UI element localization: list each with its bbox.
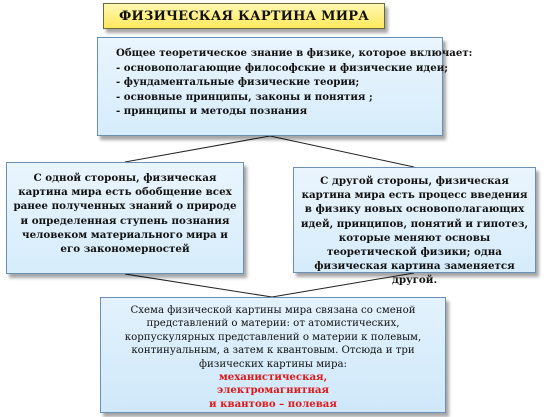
other-side-box (293, 167, 536, 287)
world-picture-item: механистическая, (218, 371, 328, 384)
diagram-title: ФИЗИЧЕСКАЯ КАРТИНА МИРА (103, 3, 385, 29)
world-pictures-box (100, 297, 446, 413)
general-knowledge-box (97, 37, 473, 136)
general-knowledge-line: - принципы и методы познания (116, 105, 308, 117)
general-knowledge-line: - основополагающие философские и физические идеи; (116, 61, 449, 74)
world-picture-item: электромагнитная (216, 384, 330, 397)
one-side-box (6, 162, 244, 274)
general-knowledge-line: - фундаментальные физические теории; (116, 76, 360, 88)
other-side-text: С другой стороны, физическая картина мира есть процесс введения в физику новых основополагающих идей, принципов, понятий и гипотез, которые меняют основы теоретической физики; одна физическая картина заменяется другой. (300, 175, 529, 287)
general-knowledge-line: Общее теоретическое знание в физике, которое включает: (116, 47, 473, 59)
connector-left-to-bottom (125, 274, 272, 297)
general-knowledge-line: - основные принципы, законы и понятия ; (116, 90, 373, 103)
one-side-text: С одной стороны, физическая картина мира есть обобщение всех ранее полученных знаний о природе и определенная ступень познания человеком материального мира и его закономерностей (13, 172, 237, 256)
connector-top-to-left (125, 136, 270, 162)
world-picture-item: и квантово – полевая (209, 397, 337, 410)
world-pictures-text: Схема физической картины мира связана со сменой представлений о материи: от атомистических, корпускулярных представлений о материи к полевым, континуальным, а затем к квантовым. Отсюда и три физических картины мира: (124, 305, 422, 370)
world-pictures-list (109, 371, 437, 411)
connector-top-to-right (270, 136, 414, 167)
